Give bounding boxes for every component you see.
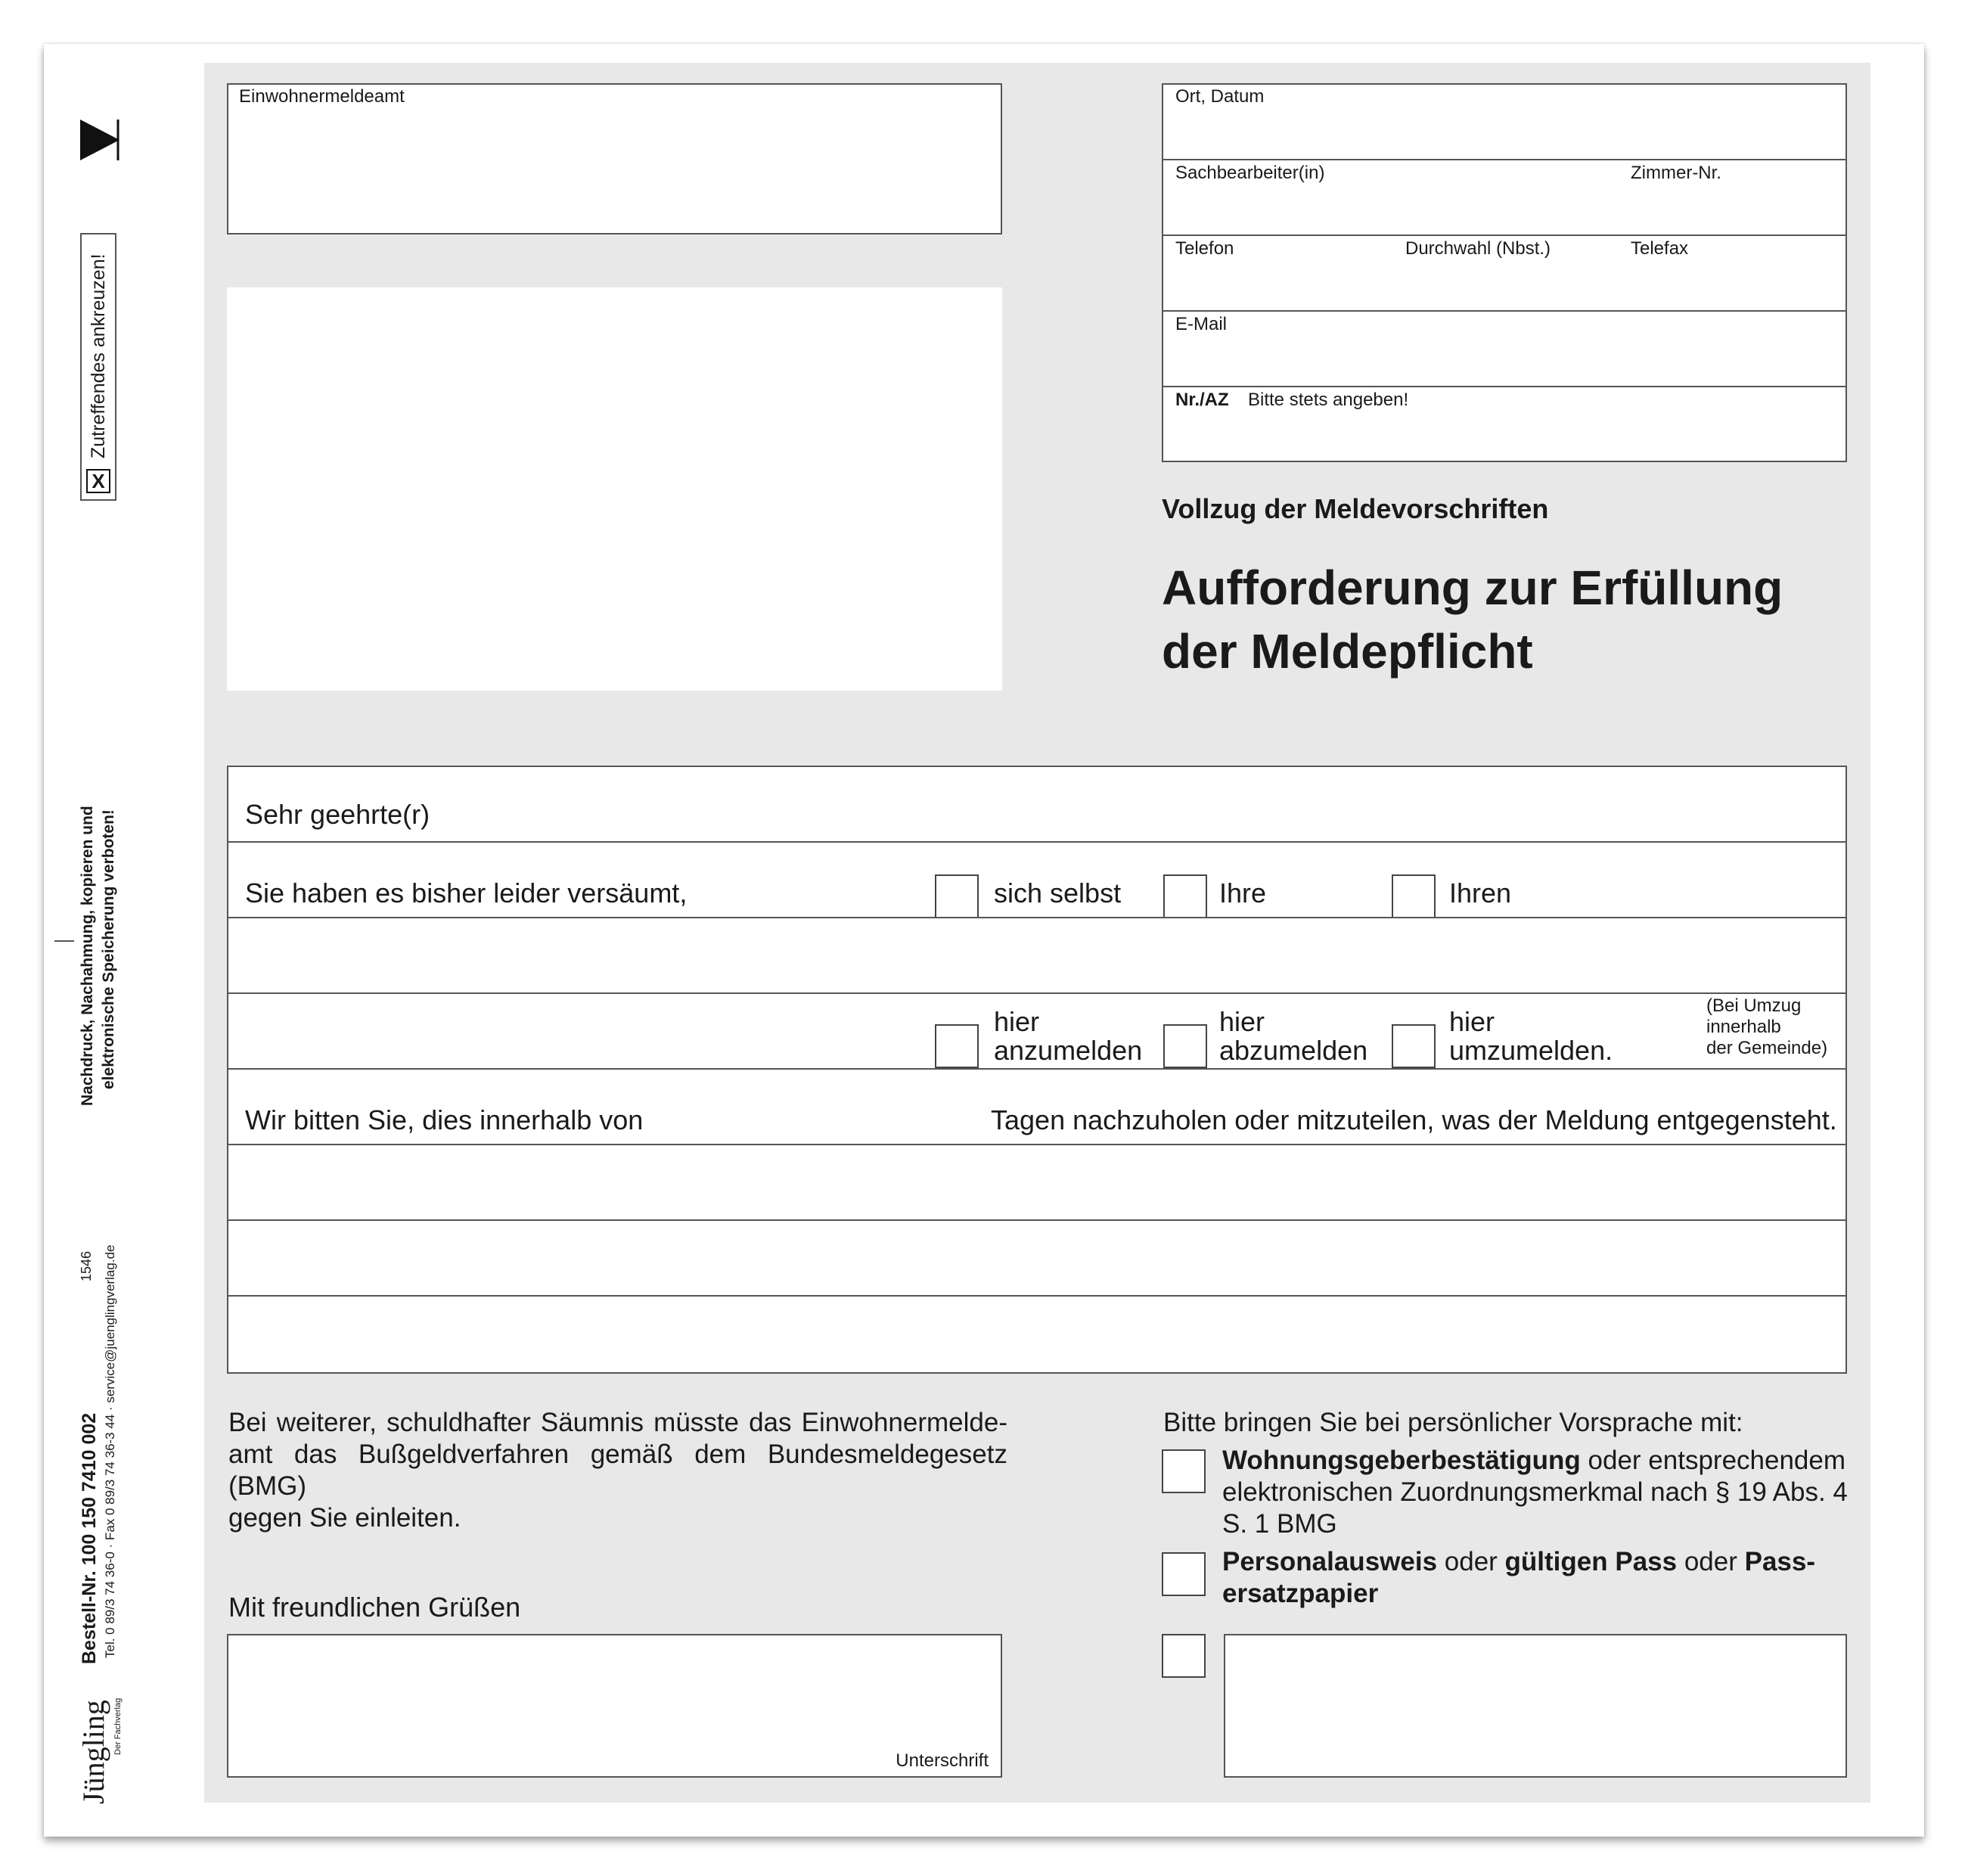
landlord-confirmation-rest: oder entsprechendem xyxy=(1580,1446,1846,1475)
warning-line-3: gegen Sie einleiten. xyxy=(228,1503,461,1533)
publisher-tagline: Der Fachverlag xyxy=(113,1697,123,1755)
self-label: sich selbst xyxy=(994,877,1122,908)
his-label: Ihren xyxy=(1449,877,1512,908)
move-note-1: (Bei Umzug xyxy=(1706,995,1802,1016)
landlord-confirmation-line-2: elektronischen Zuordnungsmerkmal nach § 19 Abs. 4 xyxy=(1222,1477,1848,1507)
check-hint-text: Zutreffendes ankreuzen! xyxy=(88,253,109,458)
landlord-confirmation-line-3: S. 1 BMG xyxy=(1222,1509,1337,1539)
move-note-2: innerhalb xyxy=(1706,1017,1781,1037)
other-item-checkbox[interactable] xyxy=(1162,1634,1206,1678)
contact-line: Tel. 0 89/3 74 36-0 · Fax 0 89/3 74 36-3 44 · service@juenglingverlag.de xyxy=(103,1244,117,1658)
check-mark-icon: X xyxy=(86,469,110,493)
room-label: Zimmer-Nr. xyxy=(1631,163,1721,183)
title-line-1: Aufforderung zur Erfüllung xyxy=(1162,561,1783,615)
authority-label: Einwohnermeldeamt xyxy=(239,86,405,107)
deregister-checkbox[interactable] xyxy=(1163,1024,1207,1068)
address-window xyxy=(227,287,1002,691)
reregister-label-1: hier xyxy=(1449,1006,1495,1037)
copyright-line-1: Nachdruck, Nachahmung, kopieren und xyxy=(79,806,96,1106)
register-checkbox[interactable] xyxy=(935,1024,979,1068)
id-document-text xyxy=(1222,1546,1850,1610)
signature-label: Unterschrift xyxy=(896,1750,989,1771)
info-divider xyxy=(1163,310,1845,312)
landlord-confirmation-text xyxy=(1222,1445,1850,1540)
landlord-confirmation-checkbox[interactable] xyxy=(1162,1449,1206,1493)
info-divider xyxy=(1163,159,1845,160)
info-divider xyxy=(1163,386,1845,387)
table-row-divider xyxy=(228,1295,1845,1297)
form-number: 1546 xyxy=(79,1250,94,1281)
authority-box[interactable] xyxy=(227,83,1002,234)
play-arrow-icon xyxy=(80,120,120,160)
self-checkbox[interactable] xyxy=(935,874,979,918)
replacement-bold: Pass- xyxy=(1744,1547,1816,1576)
warning-line-1: Bei weiterer, schuldhafter Säumnis müsste das Einwohnermelde- xyxy=(228,1408,1007,1437)
register-label-2: anzumelden xyxy=(994,1035,1143,1066)
info-box xyxy=(1162,83,1847,462)
id-document-checkbox[interactable] xyxy=(1162,1552,1206,1596)
signature-box[interactable] xyxy=(227,1634,1002,1778)
subtitle: Vollzug der Meldevorschriften xyxy=(1162,493,1549,524)
info-divider xyxy=(1163,234,1845,236)
table-row-divider xyxy=(228,992,1845,994)
title-line-2: der Meldepflicht xyxy=(1162,624,1533,679)
email-label: E-Mail xyxy=(1175,314,1228,334)
id-card-bold: Personalausweis xyxy=(1222,1547,1438,1576)
clerk-label: Sachbearbeiter(in) xyxy=(1175,163,1325,183)
reference-label: Nr./AZ xyxy=(1175,390,1229,410)
landlord-confirmation-bold: Wohnungsgeberbestätigung xyxy=(1222,1446,1581,1475)
reference-hint: Bitte stets angeben! xyxy=(1248,390,1409,410)
phone-label: Telefon xyxy=(1175,238,1234,259)
publisher-logo: Jüngling xyxy=(76,1700,110,1804)
fax-label: Telefax xyxy=(1631,238,1689,259)
table-row-divider xyxy=(228,1068,1845,1070)
table-row-divider xyxy=(228,1144,1845,1145)
id-document-line-2: ersatzpapier xyxy=(1222,1579,1379,1608)
reregister-label-2: umzumelden. xyxy=(1449,1035,1613,1066)
move-note-3: der Gemeinde) xyxy=(1706,1038,1828,1058)
check-hint-frame xyxy=(80,233,116,501)
table-row-divider xyxy=(228,841,1845,843)
or-text: oder xyxy=(1437,1547,1505,1576)
bring-heading: Bitte bringen Sie bei persönlicher Vorsprache mit: xyxy=(1163,1408,1743,1437)
other-item-field[interactable] xyxy=(1224,1634,1847,1778)
fold-mark xyxy=(54,940,74,942)
deregister-label-1: hier xyxy=(1219,1006,1265,1037)
passport-bold: gültigen Pass xyxy=(1504,1547,1678,1576)
greeting: Mit freundlichen Grüßen xyxy=(228,1592,521,1623)
or-text: oder xyxy=(1677,1547,1745,1576)
place-date-label: Ort, Datum xyxy=(1175,86,1265,107)
copyright-line-2: elektronische Speicherung verboten! xyxy=(100,809,117,1089)
deadline-rest: Tagen nachzuholen oder mitzuteilen, was der Meldung entgegensteht. xyxy=(991,1104,1837,1135)
deregister-label-2: abzumelden xyxy=(1219,1035,1368,1066)
register-label-1: hier xyxy=(994,1006,1040,1037)
order-number: Bestell-Nr. 100 150 7410 002 xyxy=(79,1412,100,1664)
her-checkbox[interactable] xyxy=(1163,874,1207,918)
warning-paragraph xyxy=(228,1407,1007,1534)
his-checkbox[interactable] xyxy=(1392,874,1436,918)
letter-table xyxy=(227,766,1847,1374)
extension-label: Durchwahl (Nbst.) xyxy=(1405,238,1551,259)
deadline-text: Wir bitten Sie, dies innerhalb von xyxy=(245,1104,644,1135)
table-row-divider xyxy=(228,917,1845,918)
reregister-checkbox[interactable] xyxy=(1392,1024,1436,1068)
table-row-divider xyxy=(228,1219,1845,1221)
her-label: Ihre xyxy=(1219,877,1267,908)
warning-line-2: amt das Bußgeldverfahren gemäß dem Bundesmeldegesetz (BMG) xyxy=(228,1440,1007,1501)
salutation: Sehr geehrte(r) xyxy=(245,799,430,830)
missed-text: Sie haben es bisher leider versäumt, xyxy=(245,877,688,908)
